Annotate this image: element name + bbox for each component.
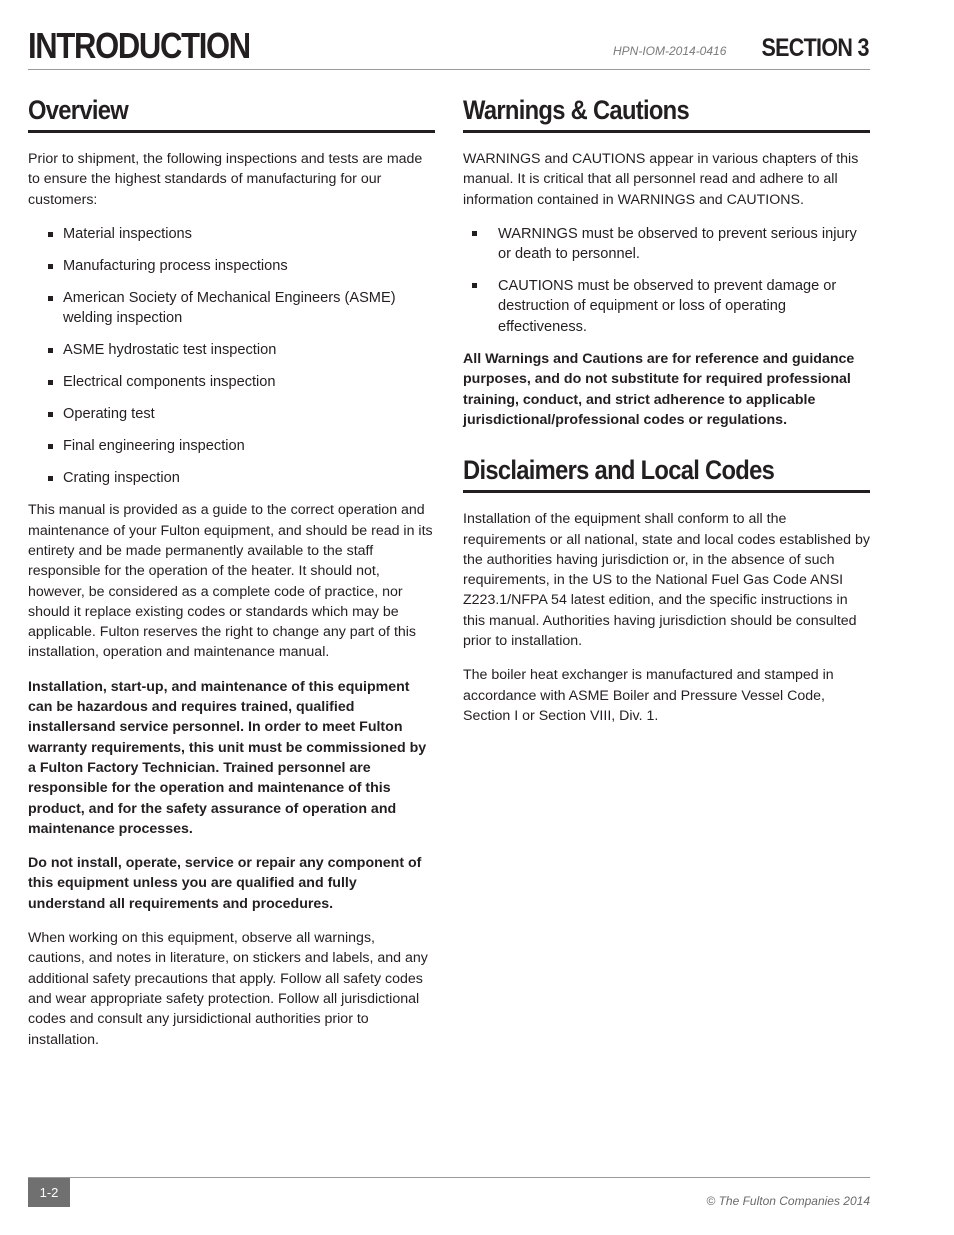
list-item: WARNINGS must be observed to prevent serious injury or death to personnel. [463, 224, 870, 265]
warnings-disclaimer: All Warnings and Cautions are for reference and guidance purposes, and do not substitute for required professional training, conduct, and strict adherence to applicable jurisdictional/professional codes or regulations. [463, 351, 855, 428]
boiler-paragraph: The boiler heat exchanger is manufactured and stamped in accordance with ASME Boiler and Pressure Vessel Code, Section I or Section VIII, Div. 1. [463, 667, 834, 724]
list-item: Final engineering inspection [28, 436, 435, 456]
page-number: 1-2 [28, 1178, 70, 1207]
list-item: Material inspections [28, 224, 435, 244]
disclaimers-heading: Disclaimers and Local Codes [463, 452, 870, 493]
warnings-section [463, 92, 870, 430]
document-number: HPN-IOM-2014-0416 [613, 44, 727, 58]
list-item: Crating inspection [28, 468, 435, 488]
manual-paragraph: This manual is provided as a guide to the correct operation and maintenance of your Fulton equipment, and should be read in its entirety and be made permanently available to the staff responsible for the operation of the heater. It should not, however, be considered as a complete code of practice, nor should it replace existing codes or standards which may be applicable. Fulton reserves the right to change any part of this installation, operation and maintenance manual. [28, 502, 433, 661]
list-item: Electrical components inspection [28, 372, 435, 392]
overview-section [28, 92, 435, 1050]
page-title: INTRODUCTION [28, 25, 250, 66]
safety-paragraph: When working on this equipment, observe all warnings, cautions, and notes in literature, on stickers and labels, and any additional safety precautions that apply. Follow all safety codes and wear appropriate safety protection. Follow all jurisdictional codes and consult any jursidictional authorities prior to installation. [28, 930, 428, 1048]
qualification-warning: Do not install, operate, service or repair any component of this equipment unless you are qualified and fully understand all requirements and procedures. [28, 855, 422, 912]
list-item: Operating test [28, 404, 435, 424]
inspection-list [28, 224, 435, 488]
warnings-heading: Warnings & Cautions [463, 92, 870, 133]
list-item: Manufacturing process inspections [28, 256, 435, 276]
list-item: CAUTIONS must be observed to prevent damage or destruction of equipment or loss of operating effectiveness. [463, 276, 870, 337]
overview-heading: Overview [28, 92, 435, 133]
overview-intro: Prior to shipment, the following inspections and tests are made to ensure the highest standards of manufacturing for our customers: [28, 151, 423, 208]
warnings-list [463, 224, 870, 337]
disclaimers-section [463, 452, 870, 726]
copyright: © The Fulton Companies 2014 [706, 1194, 870, 1208]
installation-warning: Installation, start-up, and maintenance of this equipment can be hazardous and requires trained, qualified installersand service personnel. In order to meet Fulton warranty requirements, this unit must be commissioned by a Fulton Factory Technician. Trained personnel are responsible for the operation and maintenance of this product, and for the safety assurance of operation and maintenance processes. [28, 678, 427, 837]
header-divider [28, 69, 870, 70]
right-column [463, 92, 870, 748]
list-item: American Society of Mechanical Engineers (ASME) welding inspection [28, 288, 435, 329]
section-label: SECTION 3 [761, 34, 869, 62]
warnings-intro: WARNINGS and CAUTIONS appear in various chapters of this manual. It is critical that all personnel read and adhere to all information contained in WARNINGS and CAUTIONS. [463, 151, 859, 208]
footer-divider [28, 1177, 870, 1178]
disclaimers-paragraph: Installation of the equipment shall conform to all the requirements or all national, state and local codes established by the authorities having jurisdiction or, in the absence of such requirements, in the US to the National Fuel Gas Code ANSI Z223.1/NFPA 54 latest edition, and the specific instructions in this manual. Authorities having jurisdiction should be consulted prior to installation. [463, 511, 870, 650]
left-column [28, 92, 435, 1072]
list-item: ASME hydrostatic test inspection [28, 340, 435, 360]
